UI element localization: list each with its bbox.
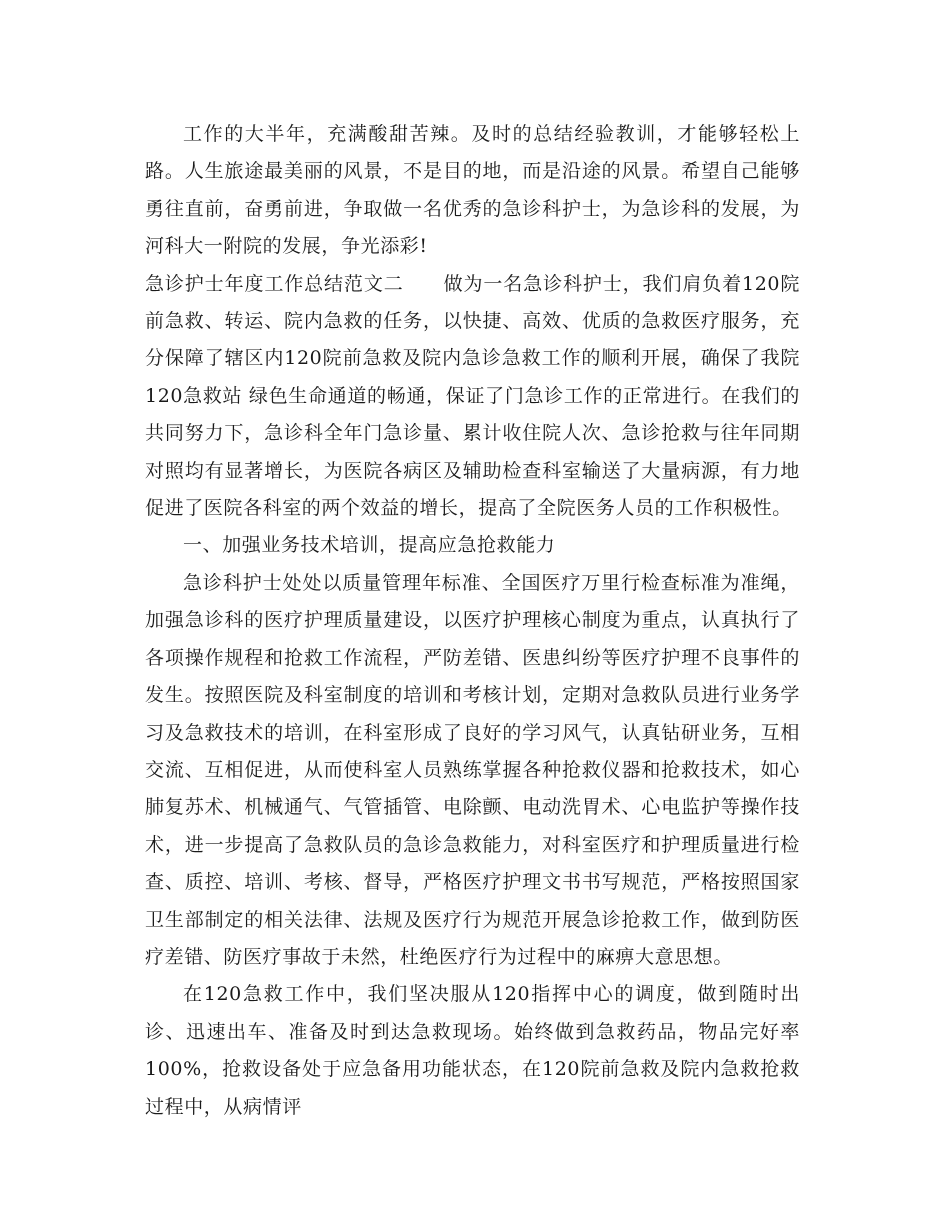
document-page <box>145 116 800 1126</box>
paragraph-5 <box>145 976 800 1126</box>
section-title: 急诊护士年度工作总结范文二 <box>145 272 404 295</box>
paragraph-1-text: 工作的大半年，充满酸甜苦辣。及时的总结经验教训，才能够轻松上路。人生旅途最美丽的风景，不是目的地，而是沿途的风景。希望自己能够勇往直前，奋勇前进，争取做一名优秀的急诊科护士，为急诊科的发展，为河科大一附院的发展，争光添彩! <box>145 123 800 258</box>
section-heading-1 <box>145 527 800 564</box>
paragraph-2 <box>145 266 800 528</box>
section-heading-1-text: 一、加强业务技术培训，提高应急抢救能力 <box>183 534 556 557</box>
paragraph-5-text: 在120急救工作中，我们坚决服从120指挥中心的调度，做到随时出诊、迅速出车、准备及时到达急救现场。始终做到急救药品，物品完好率 100%，抢救设备处于应急备用功能状态，在120院前急救及院内急救抢救过程中，从病情评 <box>145 983 800 1118</box>
paragraph-1 <box>145 116 800 266</box>
paragraph-4 <box>145 565 800 976</box>
paragraph-4-text: 急诊科护士处处以质量管理年标准、全国医疗万里行检查标准为准绳，加强急诊科的医疗护理质量建设，以医疗护理核心制度为重点，认真执行了各项操作规程和抢救工作流程，严防差错、医患纠纷等医疗护理不良事件的发生。按照医院及科室制度的培训和考核计划，定期对急救队员进行业务学习及急救技术的培训，在科室形成了良好的学习风气，认真钻研业务，互相交流、互相促进，从而使科室人员熟练掌握各种抢救仪器和抢救技术，如心肺复苏术、机械通气、气管插管、电除颤、电动洗胃术、心电监护等操作技术，进一步提高了急救队员的急诊急救能力，对科室医疗和护理质量进行检查、质控、培训、考核、督导，严格医疗护理文书书写规范，严格按照国家卫生部制定的相关法律、法规及医疗行为规范开展急诊抢救工作，做到防医疗差错、防医疗事故于未然，杜绝医疗行为过程中的麻痹大意思想。 <box>145 571 800 968</box>
paragraph-2-text: 做为一名急诊科护士，我们肩负着120院前急救、转运、院内急救的任务，以快捷、高效、优质的急救医疗服务，充分保障了辖区内120院前急救及院内急诊急救工作的顺利开展，确保了我院120急救站 绿色生命通道的畅通，保证了门急诊工作的正常进行。在我们的共同努力下，急诊科全年门急诊量、累计收住院人次、急诊抢救与往年同期对照均有显著增长，为医院各病区及辅助检查科室输送了大量病源，有力地促进了医院各科室的两个效益的增长，提高了全院医务人员的工作积极性。 <box>145 272 800 520</box>
